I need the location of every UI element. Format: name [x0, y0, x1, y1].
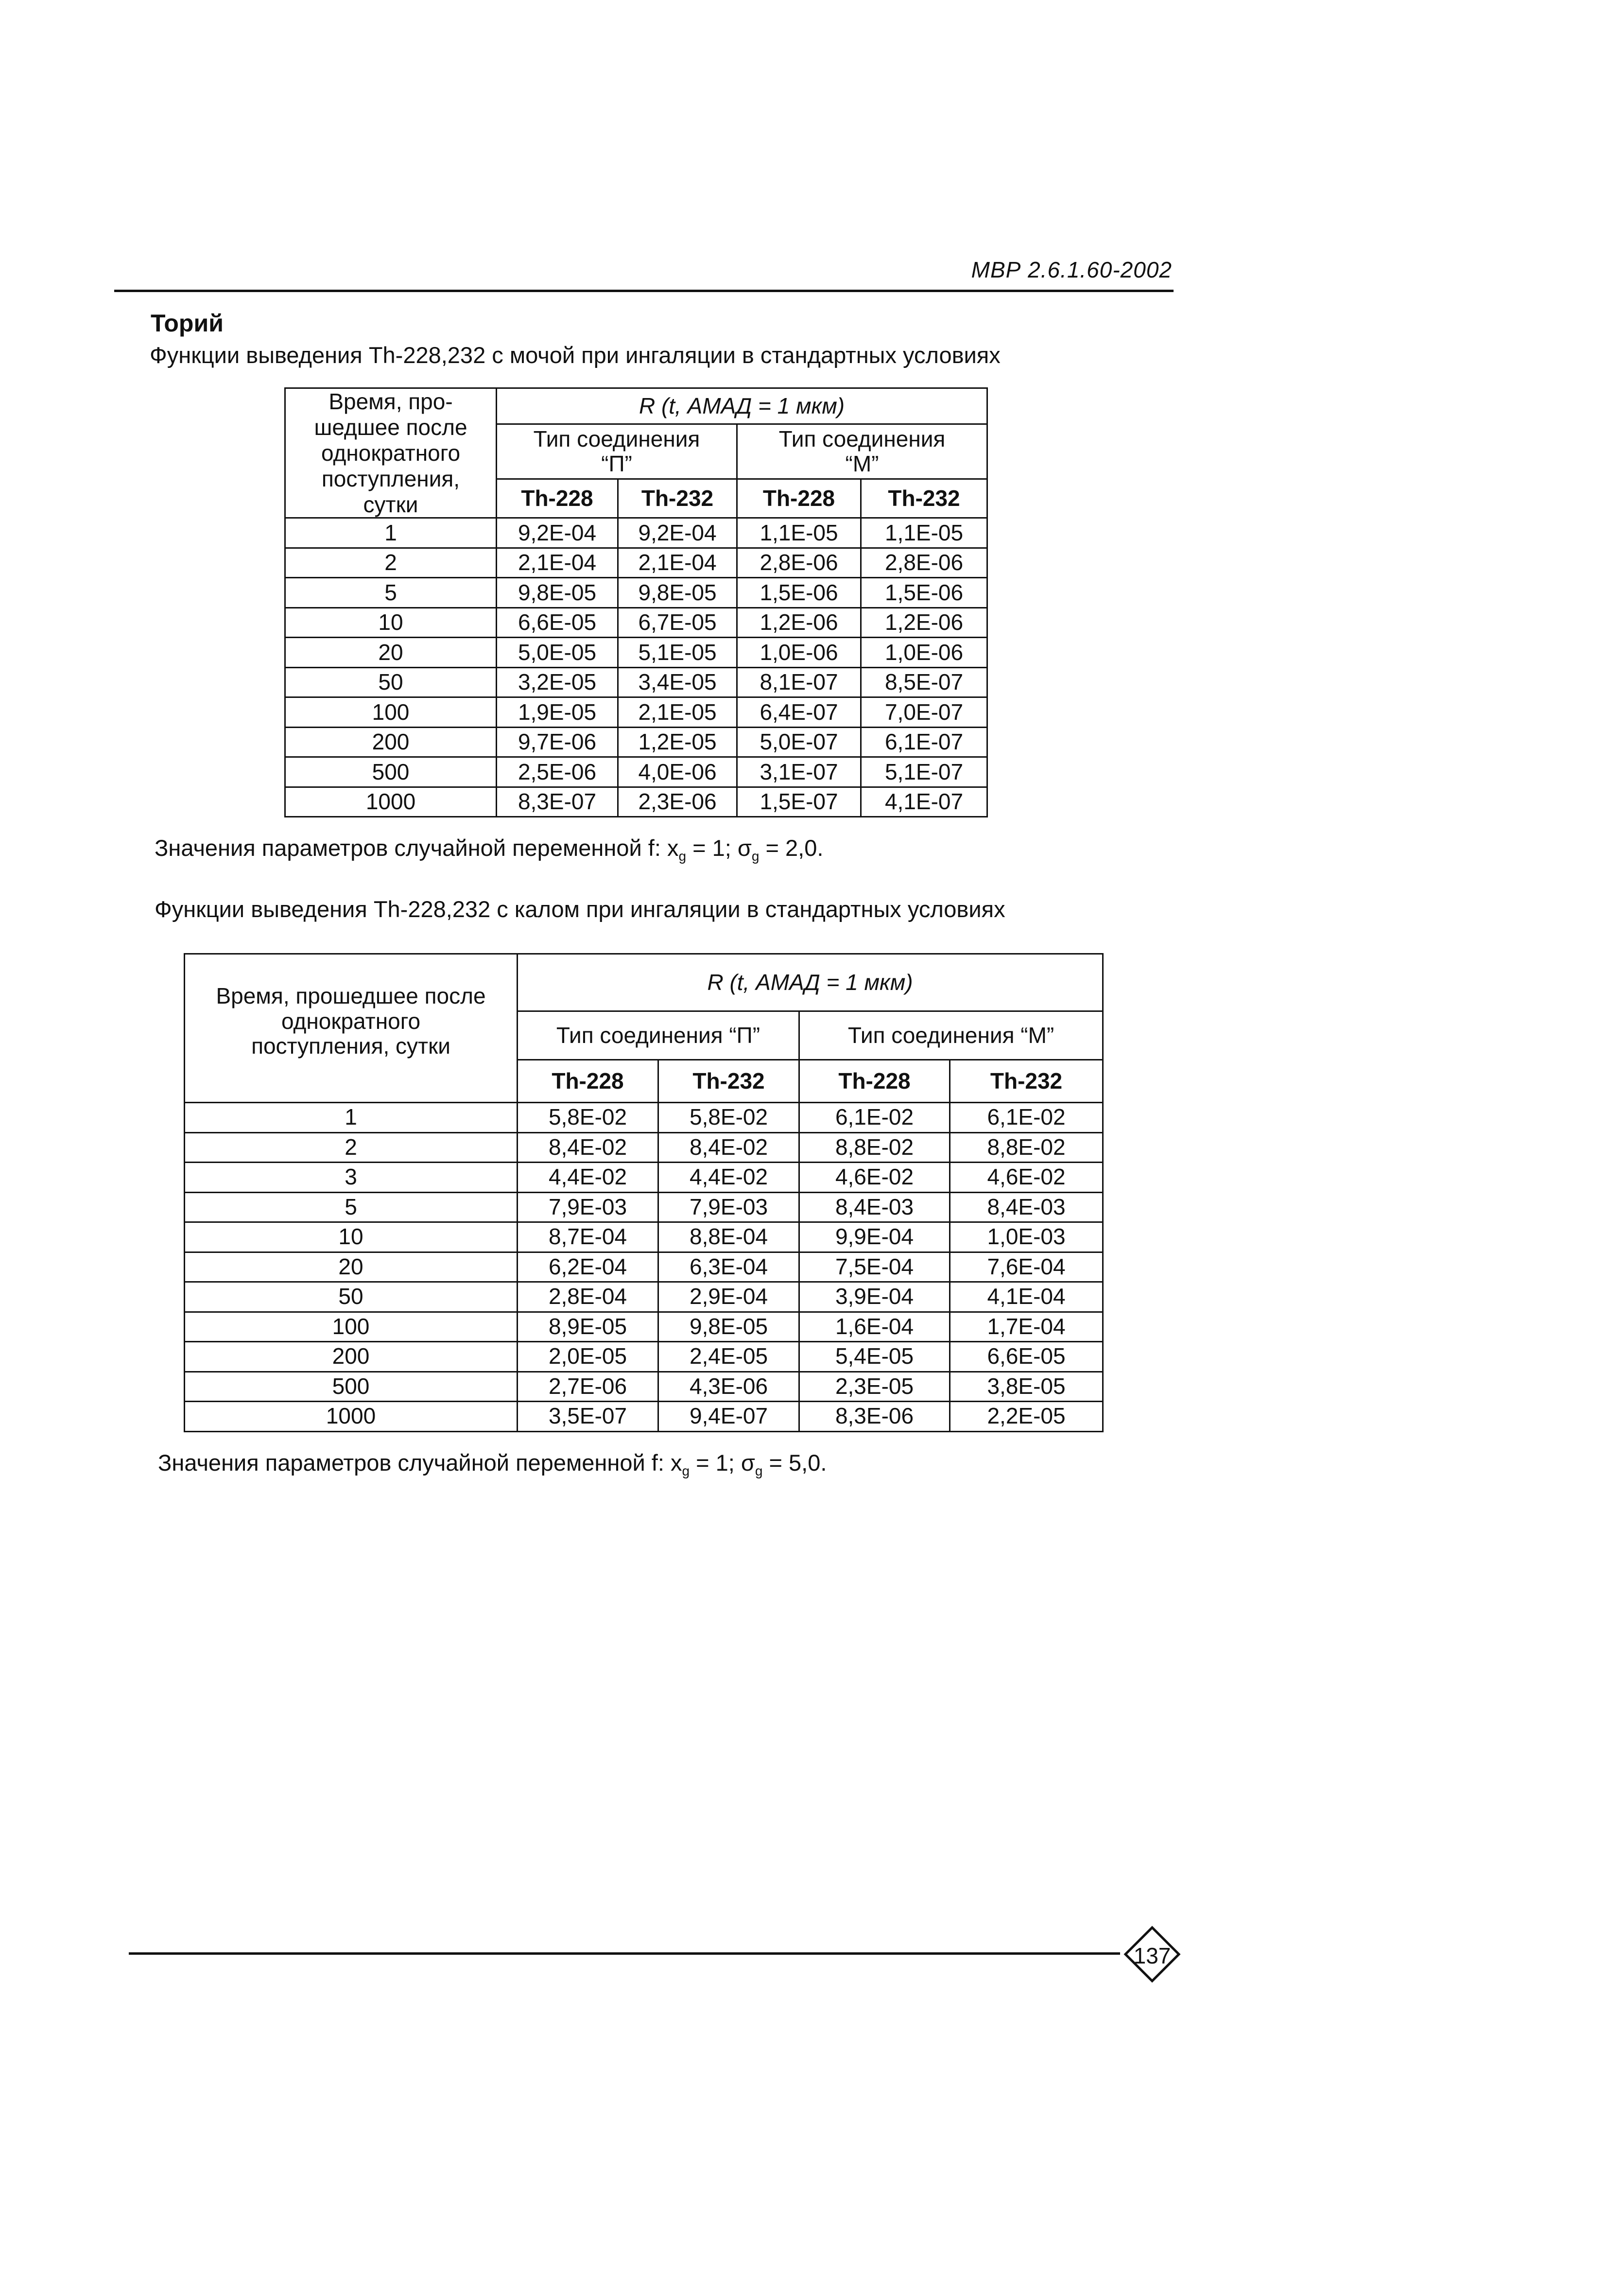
value-cell: 4,4E-02	[518, 1163, 658, 1193]
value-cell: 9,8E-05	[497, 578, 618, 608]
value-cell: 4,1E-07	[861, 787, 987, 817]
value-cell: 9,7E-06	[497, 727, 618, 757]
value-cell: 1,9E-05	[497, 697, 618, 728]
value-cell: 2,8E-06	[861, 548, 987, 578]
value-cell: 6,3E-04	[658, 1252, 799, 1282]
value-cell: 2,8E-04	[518, 1282, 658, 1312]
value-cell: 8,8E-04	[658, 1222, 799, 1252]
isotope-header: Th-228	[518, 1060, 658, 1103]
header-divider	[114, 290, 1174, 292]
value-cell: 1,0E-06	[737, 638, 861, 668]
value-cell: 8,1E-07	[737, 667, 861, 697]
value-cell: 6,1E-02	[950, 1103, 1103, 1133]
value-cell: 1,1E-05	[861, 518, 987, 548]
time-cell: 500	[285, 757, 497, 787]
value-cell: 6,2E-04	[518, 1252, 658, 1282]
value-cell: 4,3E-06	[658, 1372, 799, 1402]
table-row	[285, 757, 987, 787]
value-cell: 2,1E-04	[618, 548, 737, 578]
feces-excretion-table	[184, 953, 1104, 1432]
r-header: R (t, АМАД = 1 мкм)	[497, 388, 987, 424]
value-cell: 6,1E-02	[799, 1103, 950, 1133]
document-code: МВР 2.6.1.60-2002	[971, 257, 1172, 282]
time-cell: 50	[185, 1282, 518, 1312]
value-cell: 2,0E-05	[518, 1342, 658, 1372]
time-cell: 50	[285, 667, 497, 697]
value-cell: 4,6E-02	[950, 1163, 1103, 1193]
value-cell: 4,4E-02	[658, 1163, 799, 1193]
value-cell: 1,2E-06	[861, 608, 987, 638]
table-row	[185, 1372, 1103, 1402]
value-cell: 1,0E-03	[950, 1222, 1103, 1252]
table-row	[185, 1402, 1103, 1432]
table-row	[285, 518, 987, 548]
value-cell: 3,4E-05	[618, 667, 737, 697]
value-cell: 4,0E-06	[618, 757, 737, 787]
table-row	[185, 1312, 1103, 1342]
table-row	[285, 548, 987, 578]
value-cell: 5,0E-07	[737, 727, 861, 757]
value-cell: 2,1E-04	[497, 548, 618, 578]
time-cell: 200	[285, 727, 497, 757]
table-row	[185, 1252, 1103, 1282]
value-cell: 3,5E-07	[518, 1402, 658, 1432]
value-cell: 7,6E-04	[950, 1252, 1103, 1282]
isotope-header: Th-232	[861, 479, 987, 518]
value-cell: 7,0E-07	[861, 697, 987, 728]
time-cell: 1000	[285, 787, 497, 817]
table-row	[185, 1132, 1103, 1163]
section-title: Торий	[151, 310, 224, 337]
value-cell: 6,6E-05	[497, 608, 618, 638]
value-cell: 8,8E-02	[799, 1132, 950, 1163]
value-cell: 4,1E-04	[950, 1282, 1103, 1312]
time-cell: 3	[185, 1163, 518, 1193]
value-cell: 1,5E-06	[861, 578, 987, 608]
table1-caption: Функции выведения Th-228,232 с мочой при ингаляции в стандартных условиях	[150, 342, 1001, 368]
value-cell: 5,8E-02	[658, 1103, 799, 1133]
footer-divider	[129, 1952, 1120, 1955]
table-row	[285, 578, 987, 608]
value-cell: 1,2E-06	[737, 608, 861, 638]
value-cell: 1,5E-06	[737, 578, 861, 608]
time-cell: 1	[185, 1103, 518, 1133]
value-cell: 2,3E-06	[618, 787, 737, 817]
table-row	[185, 1282, 1103, 1312]
value-cell: 2,2E-05	[950, 1402, 1103, 1432]
value-cell: 9,2E-04	[618, 518, 737, 548]
table-row	[285, 697, 987, 728]
value-cell: 3,1E-07	[737, 757, 861, 787]
value-cell: 6,6E-05	[950, 1342, 1103, 1372]
value-cell: 9,2E-04	[497, 518, 618, 548]
value-cell: 3,8E-05	[950, 1372, 1103, 1402]
isotope-header: Th-232	[658, 1060, 799, 1103]
value-cell: 3,2E-05	[497, 667, 618, 697]
value-cell: 5,4E-05	[799, 1342, 950, 1372]
time-cell: 100	[185, 1312, 518, 1342]
value-cell: 9,8E-05	[618, 578, 737, 608]
time-cell: 10	[285, 608, 497, 638]
value-cell: 6,1E-07	[861, 727, 987, 757]
isotope-header: Th-228	[799, 1060, 950, 1103]
value-cell: 9,9E-04	[799, 1222, 950, 1252]
value-cell: 2,1E-05	[618, 697, 737, 728]
type-p-header: Тип соединения “П”	[497, 424, 737, 479]
time-cell: 2	[185, 1132, 518, 1163]
value-cell: 2,3E-05	[799, 1372, 950, 1402]
time-column-header: Время, про- шедшее после однократного поступления, сутки	[285, 388, 497, 518]
value-cell: 1,7E-04	[950, 1312, 1103, 1342]
type-p-header: Тип соединения “П”	[518, 1011, 799, 1060]
time-cell: 20	[185, 1252, 518, 1282]
table1-note: Значения параметров случайной переменной f: $x_g = 1$; $\sigma_g = 2,0$.	[155, 835, 824, 864]
time-cell: 200	[185, 1342, 518, 1372]
time-cell: 100	[285, 697, 497, 728]
value-cell: 9,4E-07	[658, 1402, 799, 1432]
value-cell: 8,5E-07	[861, 667, 987, 697]
table-row	[285, 787, 987, 817]
time-cell: 10	[185, 1222, 518, 1252]
time-cell: 5	[185, 1192, 518, 1222]
table-row	[285, 608, 987, 638]
table2-note: Значения параметров случайной переменной f: $x_g = 1$; $\sigma_g = 5,0$.	[158, 1450, 827, 1478]
value-cell: 2,4E-05	[658, 1342, 799, 1372]
table-row	[185, 1103, 1103, 1133]
isotope-header: Th-232	[950, 1060, 1103, 1103]
value-cell: 1,1E-05	[737, 518, 861, 548]
value-cell: 4,6E-02	[799, 1163, 950, 1193]
type-m-header: Тип соединения “М”	[799, 1011, 1103, 1060]
value-cell: 7,9E-03	[518, 1192, 658, 1222]
time-cell: 1000	[185, 1402, 518, 1432]
value-cell: 2,5E-06	[497, 757, 618, 787]
table2-caption: Функции выведения Th-228,232 с калом при ингаляции в стандартных условиях	[155, 896, 1005, 922]
value-cell: 5,1E-05	[618, 638, 737, 668]
isotope-header: Th-228	[497, 479, 618, 518]
value-cell: 1,2E-05	[618, 727, 737, 757]
table-row	[285, 638, 987, 668]
time-cell: 20	[285, 638, 497, 668]
time-cell: 500	[185, 1372, 518, 1402]
value-cell: 9,8E-05	[658, 1312, 799, 1342]
urine-excretion-table	[284, 387, 988, 817]
value-cell: 2,9E-04	[658, 1282, 799, 1312]
value-cell: 3,9E-04	[799, 1282, 950, 1312]
value-cell: 8,4E-02	[518, 1132, 658, 1163]
table2-body	[185, 1103, 1103, 1432]
value-cell: 6,7E-05	[618, 608, 737, 638]
table-row	[185, 1192, 1103, 1222]
table-row	[185, 1342, 1103, 1372]
value-cell: 7,5E-04	[799, 1252, 950, 1282]
value-cell: 2,8E-06	[737, 548, 861, 578]
value-cell: 8,4E-03	[799, 1192, 950, 1222]
value-cell: 1,5E-07	[737, 787, 861, 817]
value-cell: 6,4E-07	[737, 697, 861, 728]
time-cell: 1	[285, 518, 497, 548]
type-m-header: Тип соединения “М”	[737, 424, 987, 479]
value-cell: 5,1E-07	[861, 757, 987, 787]
value-cell: 8,3E-06	[799, 1402, 950, 1432]
value-cell: 8,4E-02	[658, 1132, 799, 1163]
table-row	[185, 1222, 1103, 1252]
value-cell: 8,4E-03	[950, 1192, 1103, 1222]
table1-body	[285, 518, 987, 817]
page-number: 137	[1133, 1943, 1171, 1968]
time-column-header: Время, прошедшее после однократного поступления, сутки	[185, 954, 518, 1103]
value-cell: 1,6E-04	[799, 1312, 950, 1342]
value-cell: 8,7E-04	[518, 1222, 658, 1252]
isotope-header: Th-228	[737, 479, 861, 518]
value-cell: 1,0E-06	[861, 638, 987, 668]
table-row	[285, 727, 987, 757]
value-cell: 5,8E-02	[518, 1103, 658, 1133]
value-cell: 8,8E-02	[950, 1132, 1103, 1163]
time-cell: 2	[285, 548, 497, 578]
time-cell: 5	[285, 578, 497, 608]
r-header: R (t, АМАД = 1 мкм)	[518, 954, 1103, 1011]
value-cell: 8,9E-05	[518, 1312, 658, 1342]
table-row	[285, 667, 987, 697]
isotope-header: Th-232	[618, 479, 737, 518]
table-row	[185, 1163, 1103, 1193]
value-cell: 5,0E-05	[497, 638, 618, 668]
value-cell: 2,7E-06	[518, 1372, 658, 1402]
value-cell: 7,9E-03	[658, 1192, 799, 1222]
value-cell: 8,3E-07	[497, 787, 618, 817]
